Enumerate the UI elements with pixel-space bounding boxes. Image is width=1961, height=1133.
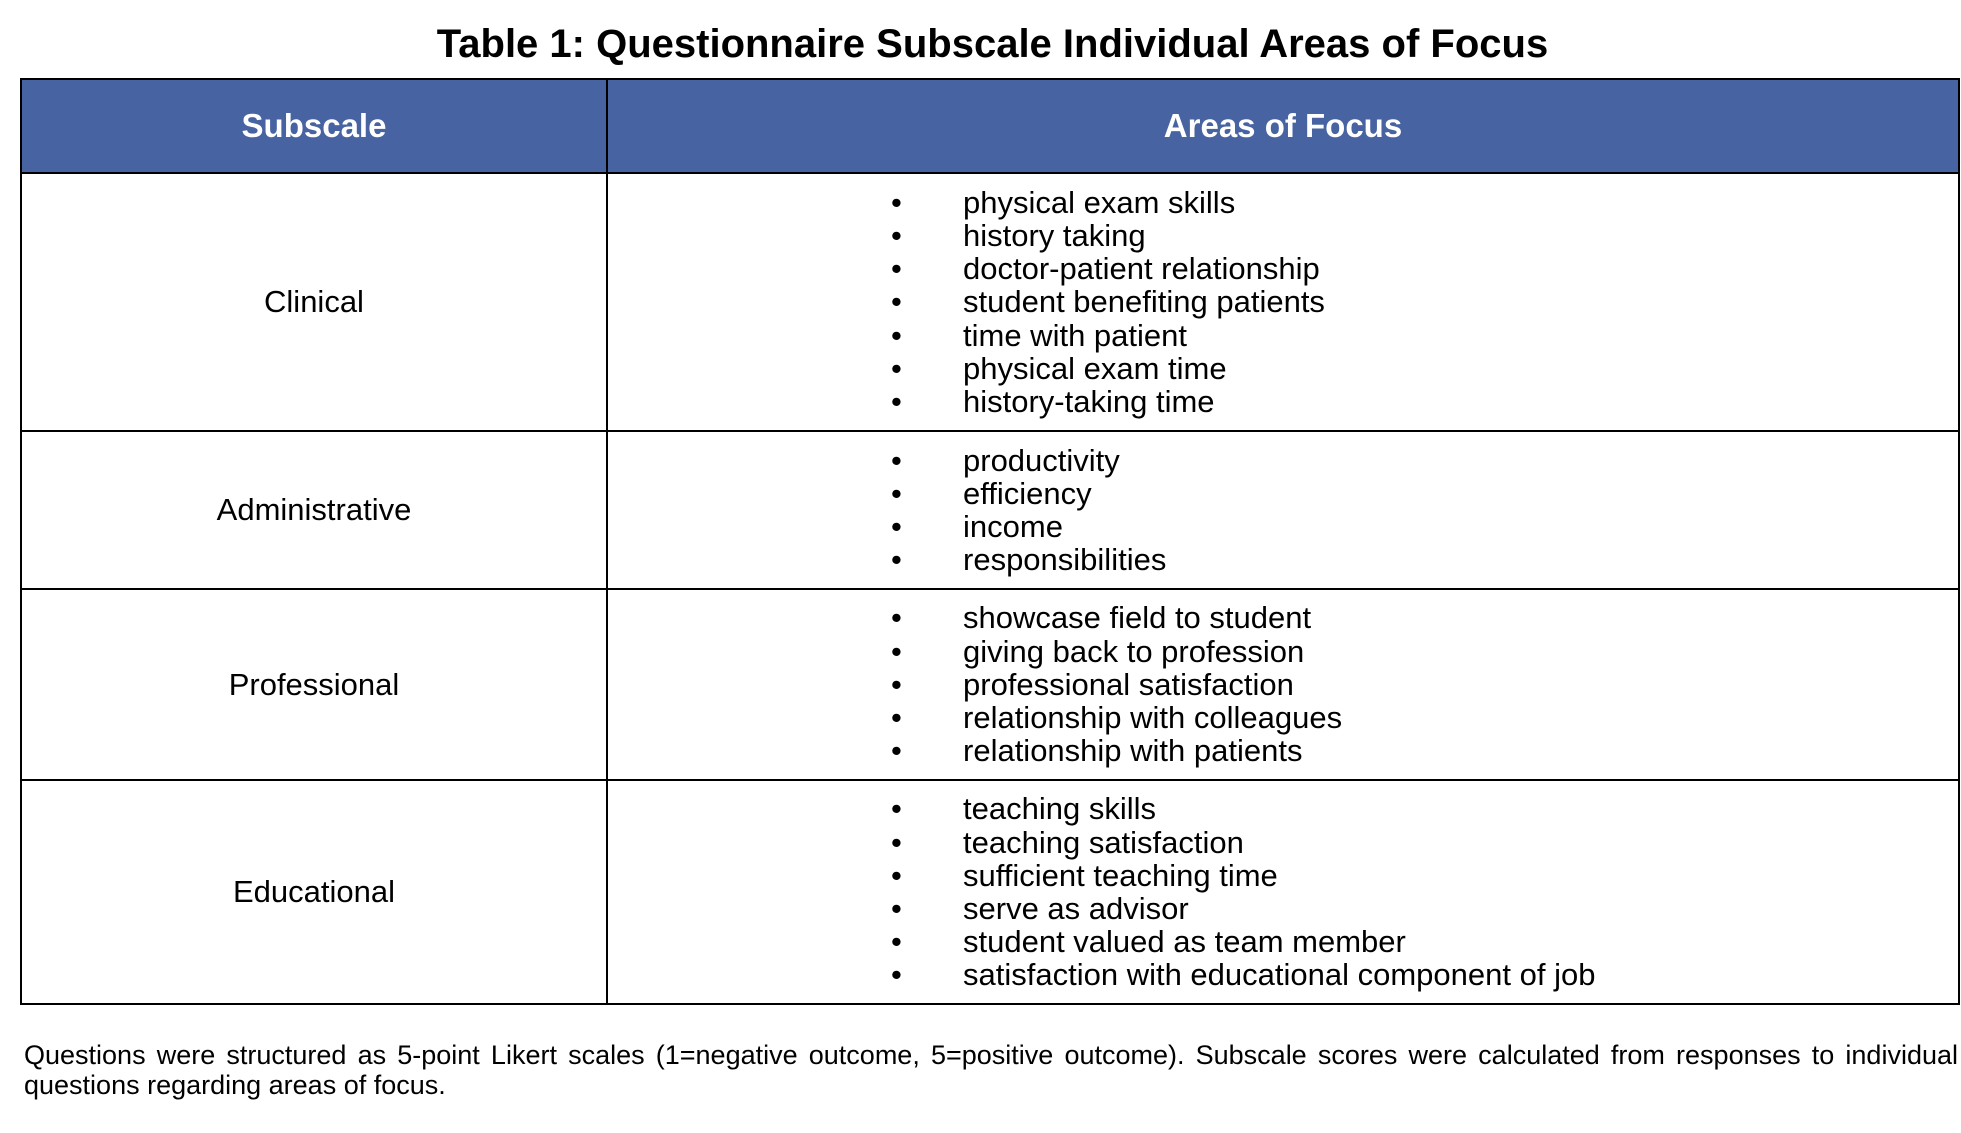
list-item bbox=[891, 186, 1958, 219]
area-label: responsibilities bbox=[963, 542, 1167, 578]
table-row bbox=[21, 431, 1959, 589]
area-label: time with patient bbox=[963, 317, 1187, 353]
area-label: productivity bbox=[963, 442, 1120, 478]
area-list bbox=[608, 186, 1958, 418]
list-item bbox=[891, 510, 1958, 543]
bullet-icon: • bbox=[891, 891, 902, 926]
bullet-icon: • bbox=[891, 184, 902, 220]
bullet-icon: • bbox=[891, 733, 902, 769]
list-item bbox=[891, 925, 1958, 958]
list-item bbox=[891, 668, 1958, 701]
bullet-icon: • bbox=[891, 600, 902, 636]
list-item bbox=[891, 958, 1958, 991]
table-row bbox=[21, 173, 1959, 431]
subscale-cell: Professional bbox=[21, 589, 607, 780]
area-label: history taking bbox=[963, 217, 1146, 253]
bullet-icon: • bbox=[891, 633, 902, 669]
area-label: teaching satisfaction bbox=[963, 824, 1244, 860]
bullet-icon: • bbox=[891, 666, 902, 702]
area-list bbox=[608, 601, 1958, 767]
bullet-icon: • bbox=[891, 542, 902, 578]
areas-cell bbox=[607, 780, 1959, 1004]
list-item bbox=[891, 701, 1958, 734]
table-title: Table 1: Questionnaire Subscale Individual Areas of Focus bbox=[436, 22, 1549, 66]
bullet-icon: • bbox=[891, 217, 902, 253]
bullet-icon: • bbox=[891, 284, 902, 320]
column-header-areas-of-focus: Areas of Focus bbox=[607, 79, 1959, 173]
bullet-icon: • bbox=[891, 857, 902, 893]
area-label: showcase field to student bbox=[963, 600, 1312, 636]
areas-cell bbox=[607, 431, 1959, 589]
list-item bbox=[891, 826, 1958, 859]
area-list bbox=[608, 444, 1958, 577]
bullet-icon: • bbox=[891, 824, 902, 860]
area-label: serve as advisor bbox=[963, 891, 1189, 926]
bullet-icon: • bbox=[891, 791, 902, 827]
list-item bbox=[891, 319, 1958, 352]
area-label: income bbox=[963, 509, 1063, 544]
table-row bbox=[21, 589, 1959, 780]
table-footnote: Questions were structured as 5-point Likert scales (1=negative outcome, 5=positive outcome). Subscale scores were calculated from responses to individual questions regarding areas of focus. bbox=[24, 1040, 1958, 1100]
table-row bbox=[21, 780, 1959, 1004]
list-item bbox=[891, 792, 1958, 825]
area-list bbox=[608, 792, 1958, 991]
area-label: professional satisfaction bbox=[963, 666, 1294, 702]
area-label: history-taking time bbox=[963, 384, 1215, 419]
subscale-cell: Administrative bbox=[21, 431, 607, 589]
areas-cell bbox=[607, 589, 1959, 780]
area-label: physical exam skills bbox=[963, 184, 1236, 220]
list-item bbox=[891, 252, 1958, 285]
list-item bbox=[891, 543, 1958, 576]
area-label: giving back to profession bbox=[963, 633, 1305, 669]
list-item bbox=[891, 285, 1958, 318]
area-label: physical exam time bbox=[963, 350, 1227, 386]
subscale-cell: Educational bbox=[21, 780, 607, 1004]
list-item bbox=[891, 892, 1958, 925]
bullet-icon: • bbox=[891, 317, 902, 353]
list-item bbox=[891, 385, 1958, 418]
column-header-subscale: Subscale bbox=[21, 79, 607, 173]
list-item bbox=[891, 859, 1958, 892]
list-item bbox=[891, 352, 1958, 385]
bullet-icon: • bbox=[891, 251, 902, 287]
list-item bbox=[891, 219, 1958, 252]
table-header-row bbox=[21, 79, 1959, 173]
bullet-icon: • bbox=[891, 957, 902, 993]
area-label: doctor-patient relationship bbox=[963, 251, 1320, 287]
bullet-icon: • bbox=[891, 384, 902, 419]
list-item bbox=[891, 635, 1958, 668]
area-label: student benefiting patients bbox=[963, 284, 1325, 320]
bullet-icon: • bbox=[891, 700, 902, 736]
bullet-icon: • bbox=[891, 442, 902, 478]
areas-of-focus-table bbox=[20, 78, 1960, 1005]
bullet-icon: • bbox=[891, 475, 902, 511]
area-label: sufficient teaching time bbox=[963, 857, 1278, 893]
area-label: relationship with colleagues bbox=[963, 700, 1343, 736]
areas-cell bbox=[607, 173, 1959, 431]
list-item bbox=[891, 444, 1958, 477]
subscale-cell: Clinical bbox=[21, 173, 607, 431]
bullet-icon: • bbox=[891, 509, 902, 544]
list-item bbox=[891, 477, 1958, 510]
bullet-icon: • bbox=[891, 350, 902, 386]
area-label: teaching skills bbox=[963, 791, 1156, 827]
list-item bbox=[891, 734, 1958, 767]
area-label: efficiency bbox=[963, 475, 1092, 511]
area-label: student valued as team member bbox=[963, 924, 1406, 960]
area-label: relationship with patients bbox=[963, 733, 1303, 769]
list-item bbox=[891, 601, 1958, 634]
area-label: satisfaction with educational component of job bbox=[963, 957, 1596, 993]
bullet-icon: • bbox=[891, 924, 902, 960]
